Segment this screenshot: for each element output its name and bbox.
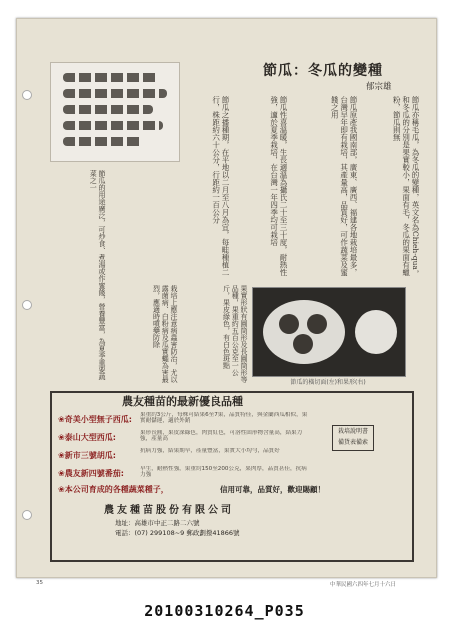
ad-product-name: ❀新市三號胡瓜: [58,451,116,460]
ad-slogan: 信用可靠，品質好，歡迎賜顧！ [220,485,325,494]
page-number: 35 [36,580,43,586]
company-address: 地址：高雄市中正二路二六號 [115,519,200,527]
catalog-line: 栽培說明書 [337,428,368,435]
article-column-1: 節瓜亦稱毛瓜，為冬瓜的變種，英文名為Chieh-qua，和冬瓜的分別是果實較小，果面有毛，冬瓜的果面有蠟粉，節瓜則無 [392,96,420,278]
binding-hole [22,90,32,100]
ad-product-desc: 果重約3公斤，每株可結果6至7果，品質特佳，與金蘭西瓜相似，果實耐儲運，適於外銷 [140,412,308,425]
ad-product-desc: 早生，耐熱性強，果重約150至200公克，果肉厚，品質甚佳，抗病力強 [140,466,307,479]
article-column-5: 果實形狀有圓筒形及長圓筒形等品種，果重約五百公克至一公斤，果皮綠色，有白色斑點 [222,285,248,383]
binding-hole [22,510,32,520]
article-column-6: 栽培上應注意病蟲害防治，尤以露菌病、白粉病及瓜實蠅為害最烈，應適時噴藥防除 [152,285,178,383]
ad-product-desc: 抗病力強，結果期早，產量豐富，果實大小均勻，品質好 [140,448,280,454]
article-column-4: 節瓜之播種期，在平地以二月至八月為宜，每畦種植二行，株距約六十公分，行距約一百公分 [211,96,230,276]
publication-date: 中華民國六四年七月十六日 [330,582,397,588]
seed-photo [50,62,180,162]
ad-product-name: ❀本公司育成的各種蔬菜種子， [58,485,169,494]
figure-caption: 節瓜的橫切面(左)和果形(右) [290,379,366,386]
ad-product-name: ❀奇美小型無子西瓜: [58,415,132,424]
article-author: 郁宗雄 [366,82,392,92]
ad-product-desc: 果形長圓，果皮深綠色，肉質紅色，可溶性固形物含量高，結果力強，產量高 [140,430,303,443]
ad-product-name: ❀農友新四號番茄: [58,469,124,478]
article-title: 節瓜：冬瓜的變種 [263,63,383,79]
article-column-2: 節瓜原產我國南部，廣東、廣西、福建各地栽培最多，台灣早年即有栽培，其產量高，品質好，可作蔬菜及蜜餞之用 [330,96,358,276]
catalog-box [332,425,374,451]
company-name: 農友種苗股份有限公司 [104,505,234,516]
gourd-whole [355,310,397,354]
article-column-3: 節瓜性喜溫暖，生長適溫為攝氏二十至三十度，耐熱性強，適於夏季栽培，在台灣一年四季均可栽培 [269,96,288,276]
ad-title: 農友種苗的最新優良品種 [118,393,247,409]
archive-identifier: 20100310264_P035 [144,602,305,620]
gourd-slice [263,300,345,364]
gourd-cross-section-photo [252,287,406,377]
binding-hole [22,300,32,310]
company-phone: 電話：(07) 299108~9 郵政劃撥41866號 [115,529,240,537]
catalog-line: 備貨表備索 [337,439,368,446]
article-column-7: 節瓜的用途廣泛，可炒食、煮湯或作蜜餞，營養豐富，為夏季重要蔬菜之一 [89,170,106,380]
ad-product-name: ❀泰山大型西瓜: [58,433,116,442]
